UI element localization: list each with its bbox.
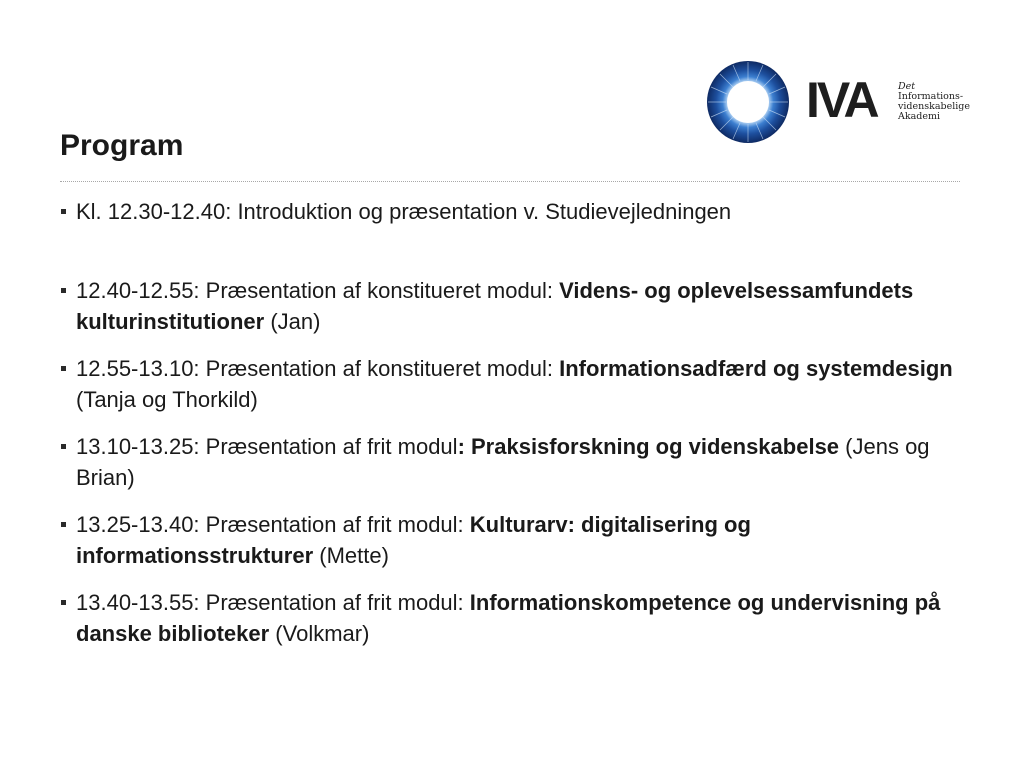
agenda-item-intro: 13.40-13.55: Præsentation af frit modul: xyxy=(76,590,470,615)
iva-logo xyxy=(706,60,971,142)
agenda-item-presenter: (Tanja og Thorkild) xyxy=(76,387,258,412)
logo-subtitle-line: Akademi xyxy=(898,111,941,122)
slide-title: Program xyxy=(60,129,184,162)
agenda-list xyxy=(60,196,960,665)
logo-subtitle-line: videnskabelige xyxy=(898,101,971,112)
agenda-item-module: Videns- og oplevelsessamfundets kulturinstitutioner xyxy=(76,278,914,334)
square-bullet-icon xyxy=(61,444,66,449)
agenda-item-intro: 12.55-13.10: Præsentation af konstitueret modul: xyxy=(76,356,560,381)
square-bullet-icon xyxy=(61,288,66,293)
logo-subtitle xyxy=(898,82,970,122)
square-bullet-icon xyxy=(61,209,66,214)
logo-subtitle-line: Informations- xyxy=(898,91,964,102)
square-bullet-icon xyxy=(61,522,66,527)
agenda-item xyxy=(60,196,960,227)
agenda-item-module: Informationskompetence og undervisning på danske biblioteker xyxy=(76,590,941,646)
agenda-item-intro: 13.10-13.25: Præsentation af frit modul xyxy=(76,434,458,459)
agenda-item xyxy=(60,431,960,493)
agenda-item-presenter: (Jan) xyxy=(264,309,321,334)
square-bullet-icon xyxy=(61,366,66,371)
title-divider xyxy=(60,181,960,182)
agenda-item-presenter: (Jens og Brian) xyxy=(76,434,930,490)
logo-wordmark: IVA xyxy=(806,72,877,128)
agenda-item-intro: Kl. 12.30-12.40: Introduktion og præsentation v. Studievejledningen xyxy=(76,199,732,224)
agenda-item-module: Kulturarv: digitalisering og informationsstrukturer xyxy=(76,512,751,568)
agenda-item xyxy=(60,353,960,415)
logo-subtitle-line: Det xyxy=(898,81,916,92)
square-bullet-icon xyxy=(61,600,66,605)
agenda-item-intro: 12.40-12.55: Præsentation af konstitueret modul: xyxy=(76,278,560,303)
agenda-item xyxy=(60,509,960,571)
agenda-item xyxy=(60,275,960,337)
agenda-item-presenter: (Mette) xyxy=(313,543,389,568)
agenda-item-module: : Praksisforskning og videnskabelse xyxy=(457,434,840,459)
agenda-item-presenter: (Volkmar) xyxy=(269,621,370,646)
iva-ring-logo-icon xyxy=(706,60,790,144)
agenda-item xyxy=(60,587,960,649)
agenda-item-intro: 13.25-13.40: Præsentation af frit modul: xyxy=(76,512,470,537)
agenda-item-module: Informationsadfærd og systemdesign xyxy=(559,356,953,381)
